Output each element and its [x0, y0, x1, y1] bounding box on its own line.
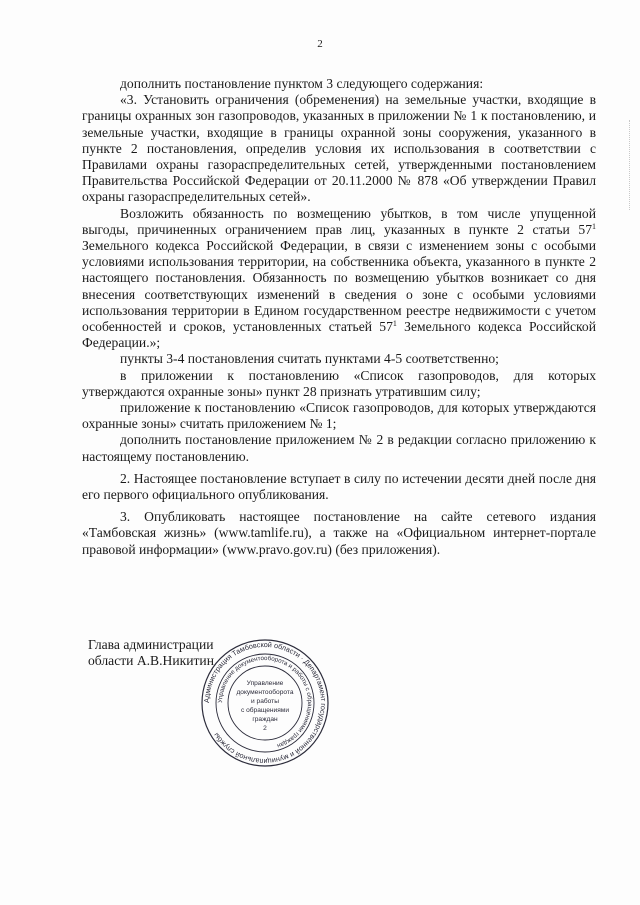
signature-name: области А.В.Никитин [88, 653, 214, 668]
page-number: 2 [317, 38, 323, 50]
text-run: «3. Установить ограничения (обременения) на земельные участки, входящие в границы охранных зон газопроводов, указанных в приложении № 1 к постановлению, и земельные участки, входящие в границы охранной зоны сооружения, указанного в пункте 2 постановления, определив условия их использования в соответствии с Правилами охраны газораспределительных сетей, утвержденными постановлением Правительства Российской Федерации от 20.11.2000 № 878 «Об утверждении Правил охраны газораспределительных сетей». [82, 92, 596, 205]
seal-middle-text: Управление документооборота и работы с обращениями граждан [216, 654, 314, 750]
text-run: дополнить постановление пунктом 3 следующего содержания: [120, 76, 484, 91]
seal-center-line: документооборота [236, 689, 294, 696]
text-run: Возложить обязанность по возмещению убытков, в том числе упущенной выгоды, причиненных ограничением прав лиц, указанных в пункте 2 статьи 57 [82, 205, 596, 237]
margin-scan-mark [623, 120, 630, 210]
text-run: Земельного кодекса Российской Федерации.»; [82, 319, 596, 351]
signature-title: Глава администрации [88, 637, 214, 652]
seal-center-line: и работы [251, 698, 279, 705]
paragraph-compensation [82, 206, 596, 352]
paragraph-intro [82, 76, 596, 92]
paragraph-renumber [82, 351, 596, 367]
superscript: 1 [592, 221, 596, 231]
paragraph-effective [82, 471, 596, 503]
paragraph-publish [82, 509, 596, 558]
text-run: Земельного кодекса Российской Федерации, в связи с изменением зоны с особыми условиями использования территории, на собственника объекта, указанного в пункте 2 настоящего постановления. Обязанность по возмещению убытков возникает со дня внесения соответствующих изменений в сведения о зоне с особыми условиями использования территории в Едином государственном реестре недвижимости с учетом особенностей и сроков, установленных статьей 57 [82, 238, 596, 335]
superscript: 1 [392, 319, 397, 329]
seal-outer-text: Администрация Тамбовской области · Департамент государственной и муниципальной службы [201, 639, 329, 767]
text-run: приложение к постановлению «Список газопроводов, для которых утверждаются охранные зоны» считать приложением № 1; [82, 400, 596, 432]
paragraph-appendix-rename [82, 400, 596, 432]
text-run: 2. Настоящее постановление вступает в силу по истечении десяти дней после дня его первого официального опубликования. [82, 470, 596, 503]
document-body [82, 76, 596, 558]
text-run: в приложении к постановлению «Список газопроводов, для которых утверждаются охранные зоны» пункт 28 признать утратившим силу; [82, 367, 596, 399]
text-run: 3. Опубликовать настоящее постановление на сайте сетевого издания «Тамбовская жизнь» (www.tamlife.ru), а также на «Официальном интернет-портале правовой информации» (www.pravo.gov.ru) (без приложения). [82, 509, 596, 557]
paragraph-appendix-add [82, 432, 596, 464]
seal-center-line: 2 [263, 725, 267, 732]
text-run: дополнить постановление приложением № 2 в редакции согласно приложению к настоящему постановлению. [82, 432, 596, 464]
text-run: пункты 3-4 постановления считать пунктами 4-5 соответственно; [120, 351, 499, 367]
paragraph-item3 [82, 92, 596, 205]
official-seal [200, 638, 330, 768]
signature-block [88, 637, 214, 669]
paragraph-appendix-item28 [82, 368, 596, 400]
seal-center-line: Управление [246, 680, 284, 687]
seal-center-line: с обращениями [240, 707, 290, 714]
seal-center-line: граждан [252, 716, 278, 723]
